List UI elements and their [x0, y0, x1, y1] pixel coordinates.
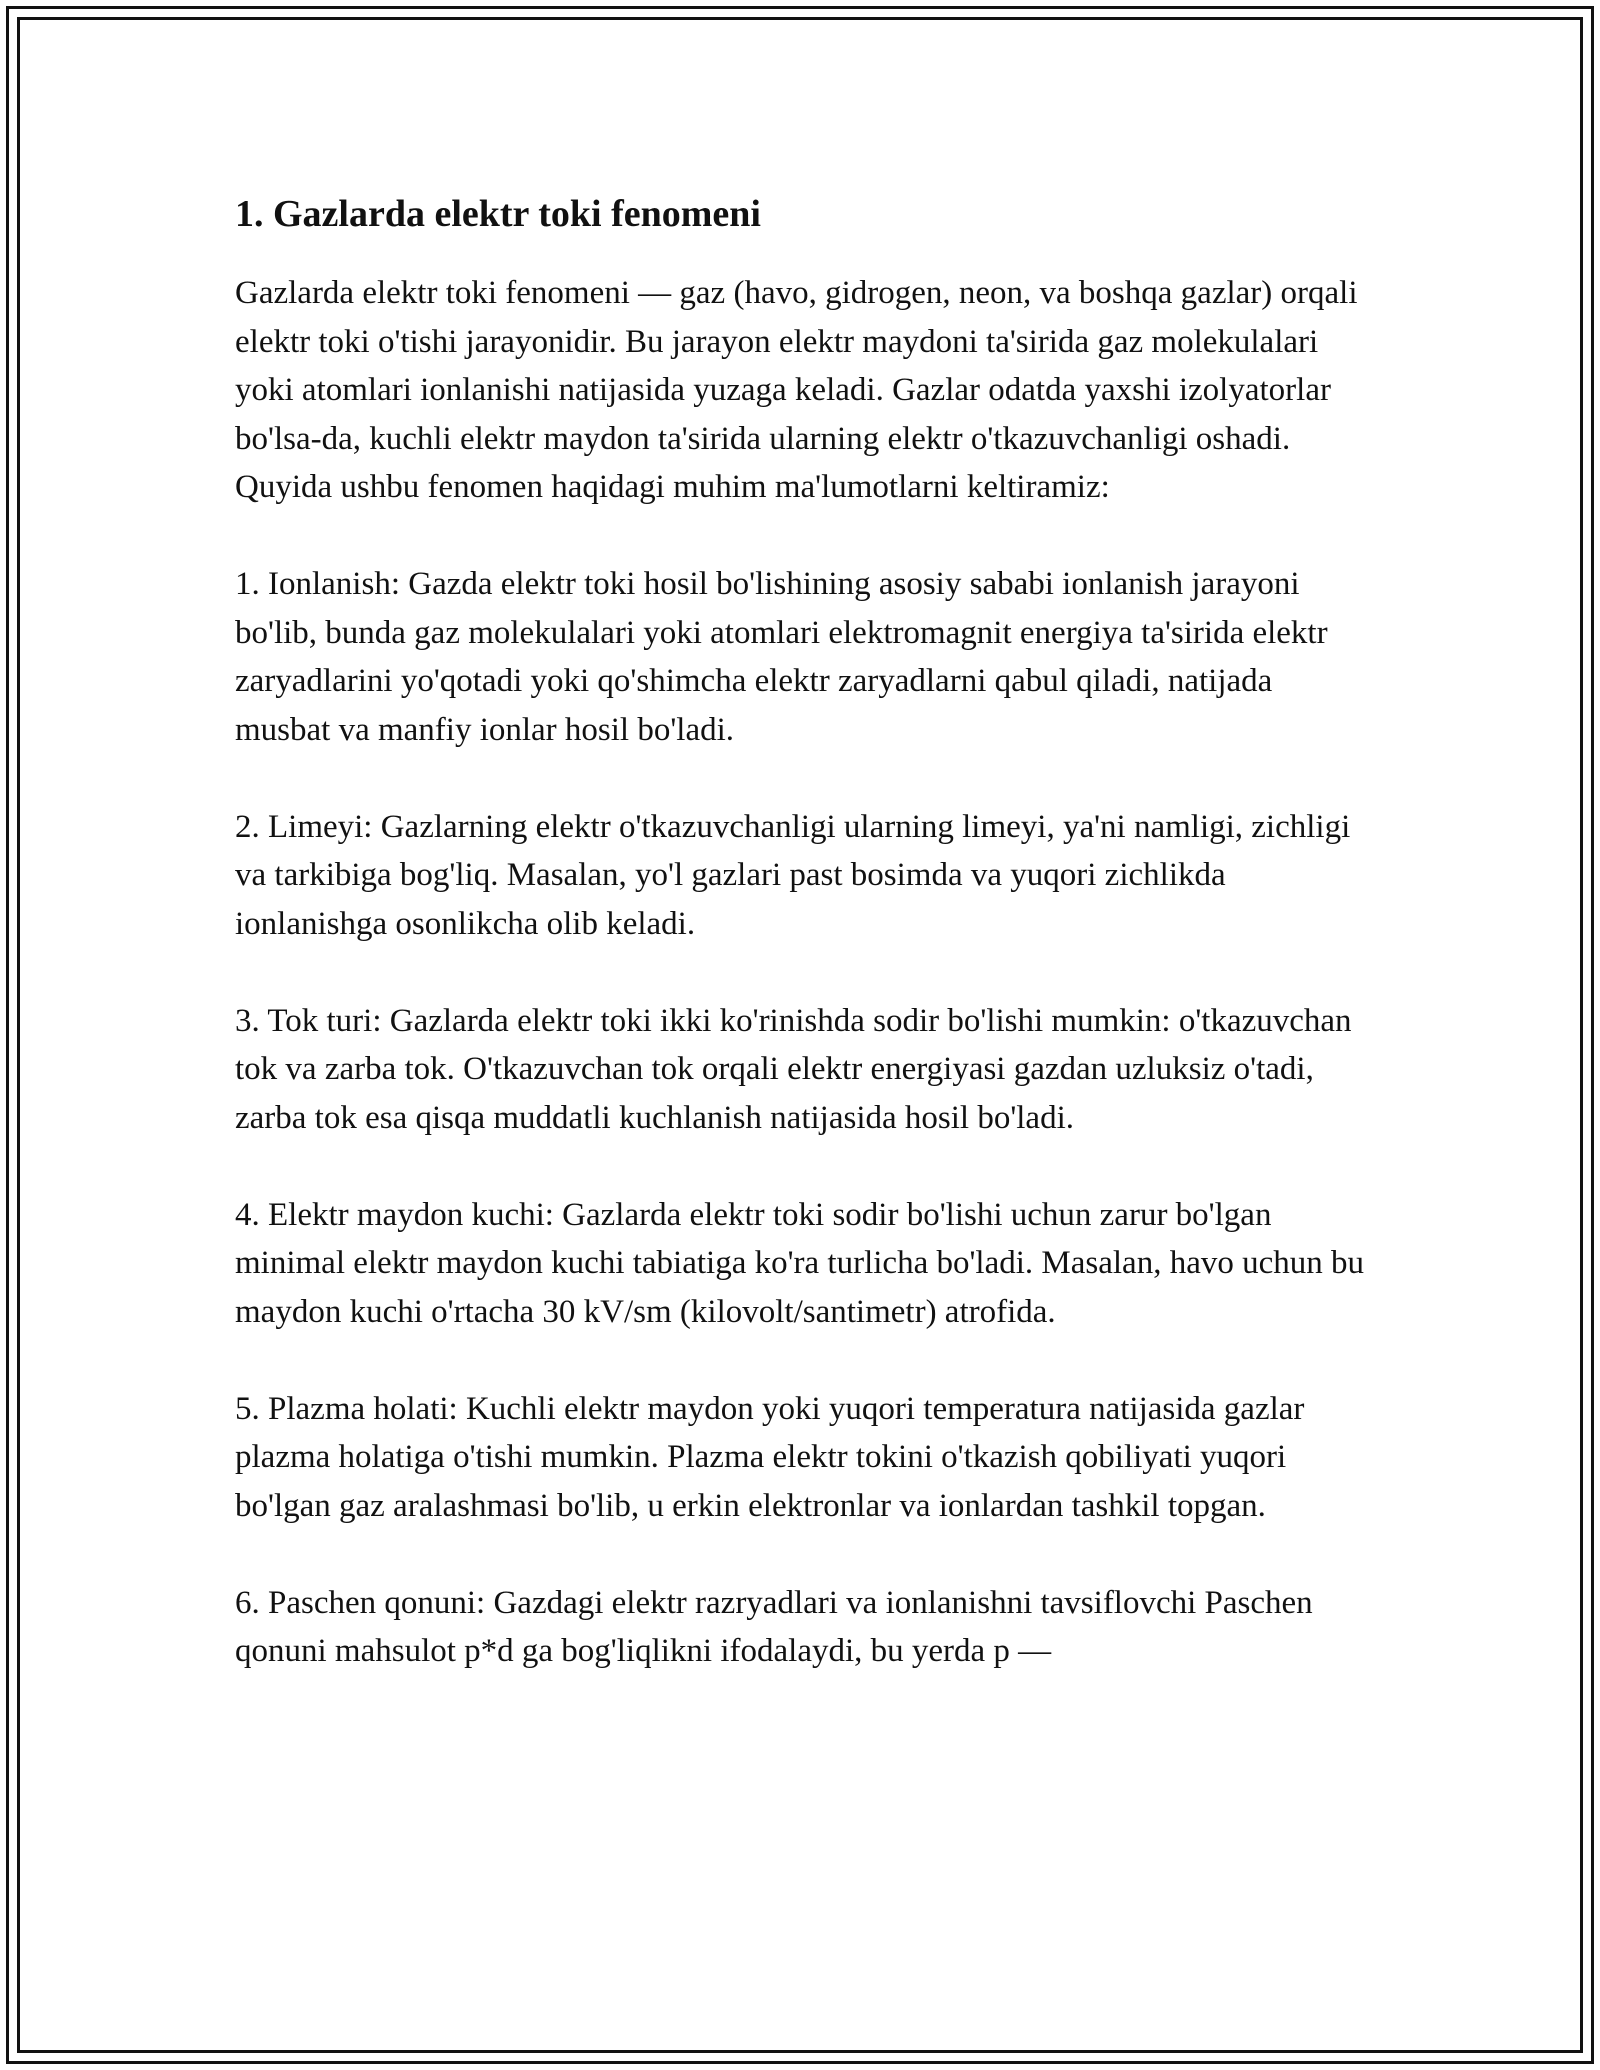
paragraph-plazma-holati: 5. Plazma holati: Kuchli elektr maydon yoki yuqori temperatura natijasida gazlar plazma holatiga o'tishi mumkin. Plazma elektr tokini o'tkazish qobiliyati yuqori bo'lgan gaz aralashmasi bo'lib, u erkin elektronlar va ionlardan tashkil topgan. [235, 1390, 1305, 1524]
section-heading: 1. Gazlarda elektr toki fenomeni [235, 193, 761, 235]
paragraph-elektr-maydon-kuchi: 4. Elektr maydon kuchi: Gazlarda elektr toki sodir bo'lishi uchun zarur bo'lgan minimal elektr maydon kuchi tabiatiga ko'ra turlicha bo'ladi. Masalan, havo uchun bu maydon kuchi o'rtacha 30 kV/sm (kilovolt/santimetr) atrofida. [235, 1196, 1364, 1330]
document-body [235, 187, 1375, 1676]
intro-paragraph: Gazlarda elektr toki fenomeni — gaz (havo, gidrogen, neon, va boshqa gazlar) orqali elektr toki o'tishi jarayonidir. Bu jarayon elektr maydoni ta'sirida gaz molekulalari yoki atomlari ionlanishi natijasida yuzaga keladi. Gazlar odatda yaxshi izolyatorlar bo'lsa-da, kuchli elektr maydon ta'sirida ularning elektr o'tkazuvchanligi oshadi. Quyida ushbu fenomen haqidagi muhim ma'lumotlarni keltiramiz: [235, 275, 1358, 505]
paragraph-ionlanish: 1. Ionlanish: Gazda elektr toki hosil bo'lishining asosiy sababi ionlanish jarayoni bo'lib, bunda gaz molekulalari yoki atomlari elektromagnit energiya ta'sirida elektr zaryadlarini yo'qotadi yoki qo'shimcha elektr zaryadlarni qabul qiladi, natijada musbat va manfiy ionlar hosil bo'ladi. [235, 566, 1328, 748]
paragraph-tok-turi: 3. Tok turi: Gazlarda elektr toki ikki ko'rinishda sodir bo'lishi mumkin: o'tkazuvchan tok va zarba tok. O'tkazuvchan tok orqali elektr energiyasi gazdan uzluksiz o'tadi, zarba tok esa qisqa muddatli kuchlanish natijasida hosil bo'ladi. [235, 1002, 1352, 1136]
paragraph-limeyi: 2. Limeyi: Gazlarning elektr o'tkazuvchanligi ularning limeyi, ya'ni namligi, zichligi va tarkibiga bog'liq. Masalan, yo'l gazlari past bosimda va yuqori zichlikda ionlanishga osonlikcha olib keladi. [235, 808, 1351, 942]
paragraph-paschen-qonuni: 6. Paschen qonuni: Gazdagi elektr razryadlari va ionlanishni tavsiflovchi Paschen qonuni mahsulot p*d ga bog'liqlikni ifodalaydi, bu yerda p — [235, 1584, 1313, 1669]
